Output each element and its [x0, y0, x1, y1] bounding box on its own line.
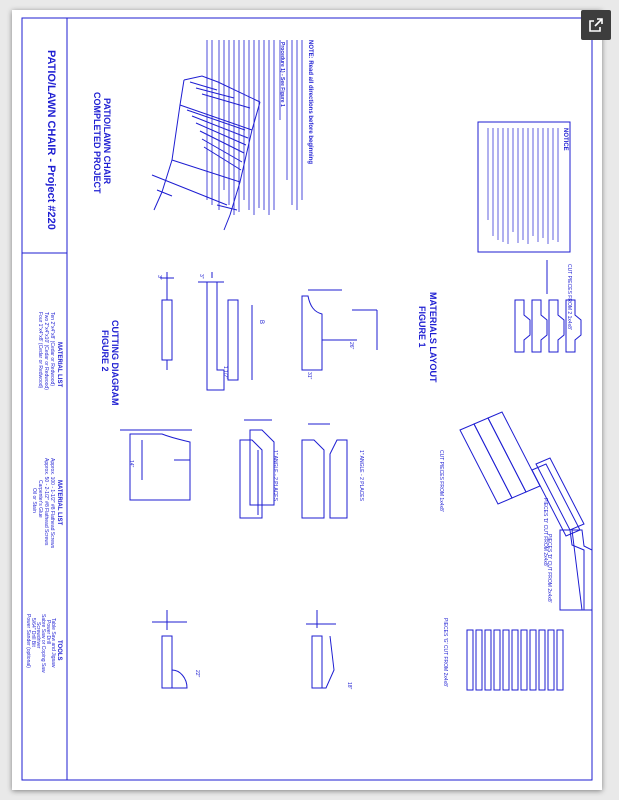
svg-text:CUT PIECES FROM 1x4x8': CUT PIECES FROM 1x4x8'	[438, 450, 444, 512]
svg-text:31": 31"	[306, 372, 312, 380]
hardware-item-3: Carpenter's Glue	[37, 480, 43, 518]
notes-block	[207, 40, 313, 215]
notice-box	[478, 122, 570, 252]
tool-4: Screwdriver	[35, 622, 41, 649]
completed-subtitle: COMPLETED PROJECT	[92, 92, 102, 194]
cutting-part-E	[152, 610, 200, 688]
layout-pieces-top	[515, 260, 581, 352]
hardware-list-heading: MATERIAL LIST	[56, 480, 62, 526]
svg-text:14": 14"	[128, 460, 134, 468]
svg-text:PIECES 'D' CUT FROM 2x4x8': PIECES 'D' CUT FROM 2x4x8'	[542, 498, 548, 567]
cutting-part-B	[198, 272, 264, 390]
notes-heading: NOTE: Read all directions before beginning	[307, 40, 313, 165]
material-list-heading: MATERIAL LIST	[56, 342, 62, 388]
layout-slats-bottom	[442, 618, 563, 690]
cutting-part-D1	[120, 430, 192, 500]
cutting-part-D2	[240, 420, 278, 518]
svg-text:PIECES 'G' CUT FROM 2x4x8': PIECES 'G' CUT FROM 2x4x8'	[442, 618, 448, 687]
svg-text:18": 18"	[346, 682, 352, 690]
tool-5: 5/64" Drill Bit	[30, 618, 36, 647]
svg-text:1" ANGLE - 2 PLACES: 1" ANGLE - 2 PLACES	[272, 450, 278, 501]
cutting-part-C	[302, 290, 377, 380]
cutting-diagram-figure: FIGURE 2	[100, 330, 110, 372]
notice-label: NOTICE	[562, 128, 568, 151]
material-item-3: Four 1"x4"x8' (Cedar or Redwood)	[37, 312, 43, 389]
svg-text:1 1/2": 1 1/2"	[222, 366, 228, 379]
cutting-part-D3	[302, 424, 364, 518]
svg-text:CUT PIECES FROM 2 1x4x8': CUT PIECES FROM 2 1x4x8'	[566, 264, 572, 330]
svg-text:1" ANGLE - 2 PLACES: 1" ANGLE - 2 PLACES	[358, 450, 364, 501]
cutting-part-A	[156, 272, 174, 370]
tool-6: Power Sander (optional)	[25, 614, 31, 668]
material-item-1: Ten 2"x4"x8' (Cedar or Redwood)	[49, 312, 55, 386]
material-item-2: Two 2"x4"x10' (Cedar or Redwood)	[43, 312, 49, 390]
notice-text	[488, 128, 558, 244]
completed-title: PATIO/LAWN CHAIR	[102, 98, 112, 185]
svg-text:3": 3"	[198, 274, 204, 279]
project-title: PATIO/LAWN CHAIR - Project #220	[45, 50, 57, 230]
svg-text:3": 3"	[156, 275, 162, 280]
materials-layout-figure: FIGURE 1	[417, 306, 427, 348]
procedure-label: Procedure 1) - See Figure 1	[279, 42, 285, 107]
tool-3: Sabre Saw or Coping Saw	[40, 614, 46, 673]
tools-heading: TOOLS	[56, 640, 62, 661]
materials-layout-title: MATERIALS LAYOUT	[428, 292, 438, 383]
hardware-item-2: Approx. 50 - 2-1/2" #8 Flathead Screws	[43, 458, 49, 546]
layout-slats-diagonal	[438, 412, 584, 567]
cutting-diagram-title: CUTTING DIAGRAM	[110, 320, 120, 406]
tool-1: Table Saw and Jigsaw	[50, 618, 56, 668]
blueprint-drawing	[12, 10, 602, 790]
blueprint-sheet	[12, 10, 602, 790]
layout-legs	[546, 530, 592, 610]
hardware-item-1: Approx. 100 - 1-1/2" #8 Flathead Screws	[49, 458, 55, 549]
svg-text:22": 22"	[194, 670, 200, 678]
external-link-button[interactable]	[581, 10, 611, 40]
svg-text:PIECES 'D' CUT FROM 2x4x8': PIECES 'D' CUT FROM 2x4x8'	[546, 534, 552, 603]
svg-text:26": 26"	[348, 342, 354, 350]
cutting-part-F	[306, 610, 352, 690]
svg-text:B: B	[258, 320, 264, 325]
tool-2: Power Drill	[45, 620, 51, 645]
hardware-item-4: Oil or Stain	[31, 488, 37, 513]
external-link-icon	[588, 17, 604, 33]
